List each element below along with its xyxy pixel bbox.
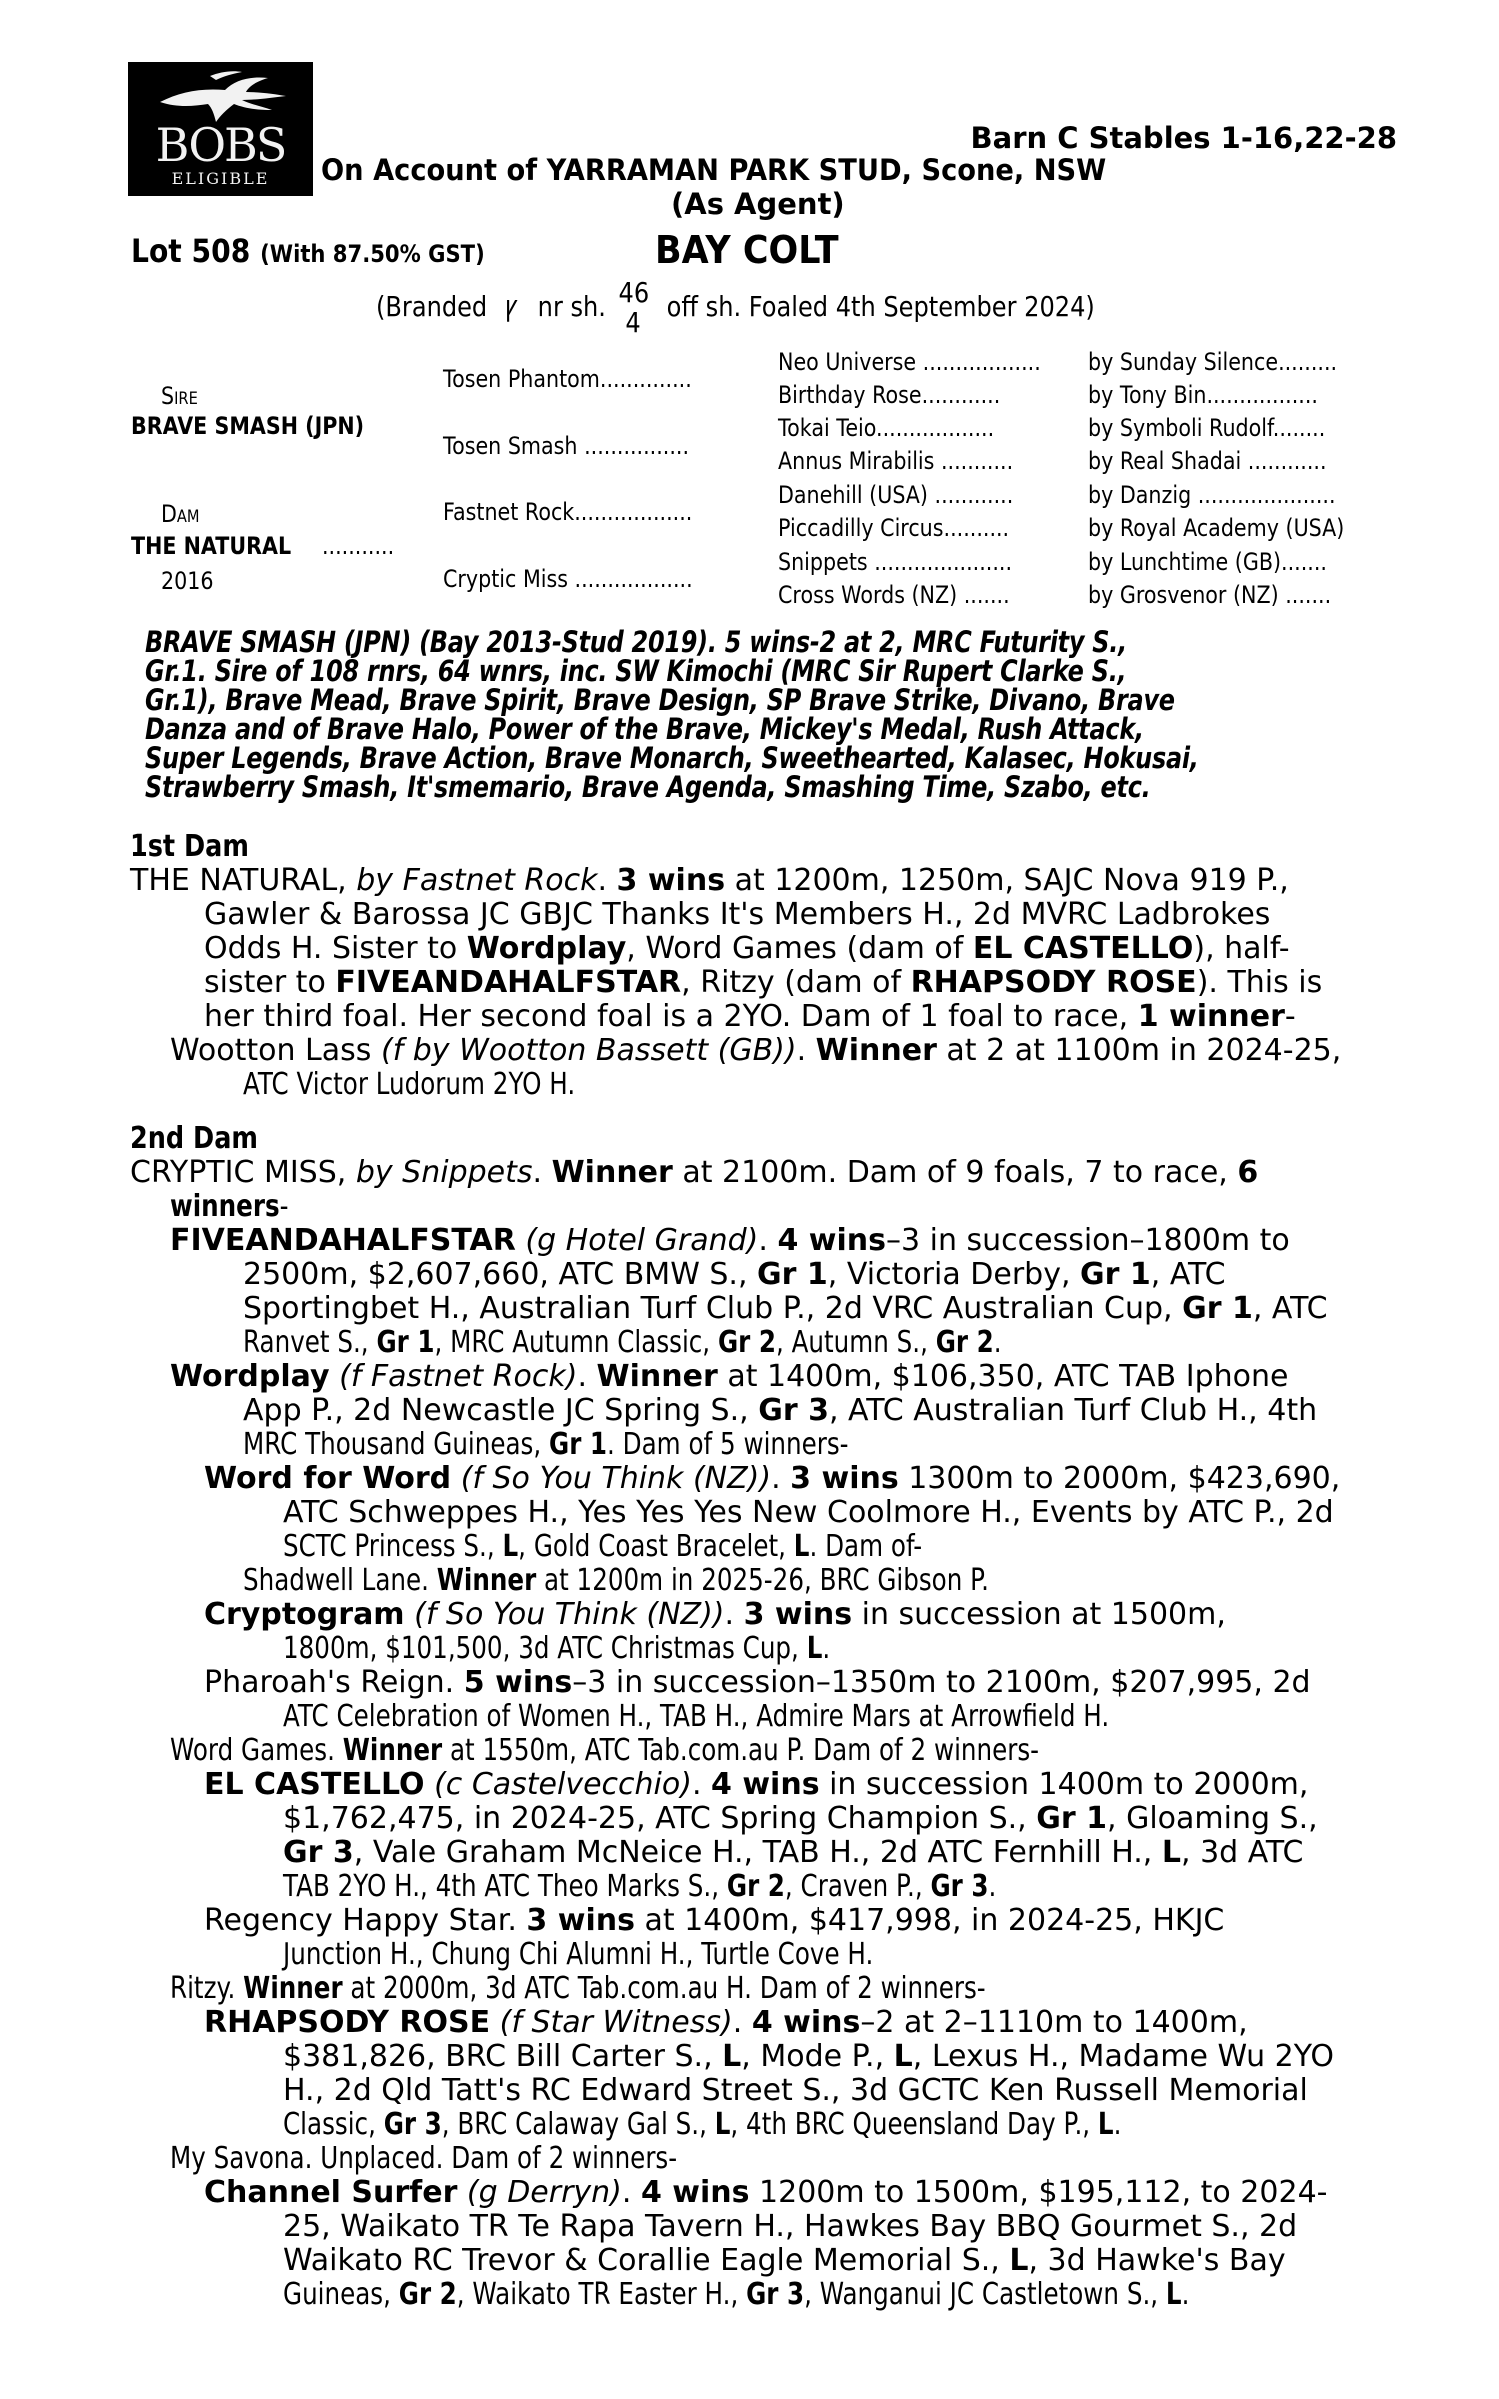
first-dam-line <box>204 966 1322 1000</box>
bold-text: Gr 3 <box>283 1835 354 1870</box>
ggp-name-2: Birthday Rose............ <box>778 381 1001 409</box>
bold-text: Gr 1 <box>1182 1291 1253 1326</box>
text-segment: in succession 1400m to 2000m, <box>819 1767 1309 1802</box>
text-segment: . <box>988 1869 997 1904</box>
horse-head-icon <box>150 70 290 125</box>
first-dam-line <box>170 1034 1341 1068</box>
text-segment: . Dam of- <box>809 1529 923 1564</box>
text-segment: –3 in succession–1800m to <box>885 1223 1290 1258</box>
second-dam-line <box>283 2278 1189 2312</box>
second-dam-line <box>170 1224 1290 1258</box>
second-dam-line <box>283 1802 1318 1836</box>
second-dam-line <box>204 1768 1308 1802</box>
text-segment <box>490 2005 500 2040</box>
first-dam-line <box>204 932 1290 966</box>
text-segment <box>330 1359 340 1394</box>
ggp-sire-5: by Danzig ..................... <box>1088 481 1336 509</box>
dam-year: 2016 <box>161 567 214 595</box>
bold-text: L <box>1165 2277 1182 2312</box>
text-segment: , Word Games (dam of <box>626 931 973 966</box>
text-segment: at 2000m, 3d ATC Tab.com.au H. Dam of 2 winners- <box>342 1971 986 2006</box>
bobs-eligible-logo <box>128 62 313 196</box>
text-segment: , Gloaming S., <box>1107 1801 1318 1836</box>
text-segment <box>457 2175 467 2210</box>
bold-text: Winner <box>815 1033 937 1068</box>
text-segment: , Lexus H., Madame Wu 2YO <box>912 2039 1334 2074</box>
text-segment: , 4th BRC Queensland Day P., <box>730 2107 1098 2142</box>
text-segment: Guineas, <box>283 2277 399 2312</box>
first-dam-line <box>204 898 1270 932</box>
second-dam-line <box>283 1496 1334 1530</box>
bold-text: 3 wins <box>526 1903 635 1938</box>
text-segment: TAB 2YO H., 4th ATC Theo Marks S., <box>283 1869 727 1904</box>
text-segment: . Dam of 5 winners- <box>607 1427 849 1462</box>
second-dam-line <box>243 1564 989 1598</box>
grandsire-dam: Fastnet Rock.................. <box>443 498 693 526</box>
ggp-name-8: Cross Words (NZ) ....... <box>778 581 1010 609</box>
text-segment: . <box>993 1325 1002 1360</box>
bold-text: Gr 2 <box>726 1869 785 1904</box>
ggp-name-3: Tokai Teio.................. <box>778 414 995 442</box>
text-segment: ATC Victor Ludorum 2YO H. <box>243 1067 576 1102</box>
second-dam-line <box>283 2040 1334 2074</box>
text-segment: at 1400m, $106,350, ATC TAB Iphone <box>717 1359 1289 1394</box>
bold-text: Word for Word <box>204 1461 452 1496</box>
text-segment: ATC Celebration of Women H., TAB H., Admire Mars at Arrowfield H. <box>283 1699 1110 1734</box>
gst-note: (With 87.50% GST) <box>260 240 485 268</box>
text-segment: , ATC Australian Turf Club H., 4th <box>828 1393 1318 1428</box>
text-segment: , ATC <box>1150 1257 1226 1292</box>
italic-text: by Snippets <box>355 1155 533 1190</box>
text-segment: –3 in succession–1350m to 2100m, $207,995, 2d <box>572 1665 1311 1700</box>
first-dam-line <box>204 1000 1296 1034</box>
italic-text: (f So You Think (NZ)) <box>460 1461 772 1496</box>
bold-text: Gr 3 <box>930 1869 989 1904</box>
brand-number-top: 46 <box>618 276 650 309</box>
sire-summary-line: Strawberry Smash, It'smemario, Brave Agenda, Smashing Time, Szabo, etc. <box>145 770 1151 804</box>
sire-label: Sire <box>161 382 198 410</box>
second-dam-line <box>204 2006 1248 2040</box>
bold-text: FIVEANDAHALFSTAR <box>335 965 682 1000</box>
sire-summary-line: BRAVE SMASH (JPN) (Bay 2013-Stud 2019). 5 wins-2 at 2, MRC Futurity S., <box>145 625 1127 659</box>
ggp-sire-4: by Real Shadai ............ <box>1088 447 1327 475</box>
text-segment: at 1550m, ATC Tab.com.au P. Dam of 2 winners- <box>442 1733 1040 1768</box>
first-dam-line <box>243 1068 575 1102</box>
sire-summary-line: Gr.1), Brave Mead, Brave Spirit, Brave Design, SP Brave Strike, Divano, Brave <box>145 683 1175 717</box>
text-segment: , 3d Hawke's Bay <box>1028 2243 1286 2278</box>
text-segment: SCTC Princess S., <box>283 1529 503 1564</box>
second-dam-line <box>283 1938 873 1972</box>
second-dam-line <box>204 1904 1224 1938</box>
text-segment: her third foal. Her second foal is a 2YO. Dam of 1 foal to race, <box>204 999 1138 1034</box>
sire-summary-line: Gr.1. Sire of 108 rnrs, 64 wnrs, inc. SW Kimochi (MRC Sir Rupert Clarke S., <box>145 654 1127 688</box>
text-segment: Regency Happy Star. <box>204 1903 527 1938</box>
bold-text: 5 wins <box>463 1665 573 1700</box>
second-dam-line <box>204 1666 1311 1700</box>
second-dam-line <box>204 2176 1327 2210</box>
text-segment: , Victoria Derby, <box>827 1257 1081 1292</box>
text-segment: . <box>532 1155 552 1190</box>
agent-line: (As Agent) <box>671 187 845 221</box>
dam-name-row <box>131 530 317 562</box>
bold-text: Winner <box>551 1155 673 1190</box>
bold-text: 4 wins <box>751 2005 861 2040</box>
second-dam-line <box>204 1462 1340 1496</box>
bold-text: Winner <box>596 1359 718 1394</box>
ggp-name-6: Piccadilly Circus.......... <box>778 514 1010 542</box>
text-segment: , MRC Autumn Classic, <box>434 1325 718 1360</box>
text-segment: Gawler & Barossa JC GBJC Thanks It's Members H., 2d MVRC Ladbrokes <box>204 897 1271 932</box>
text-segment: - <box>1284 999 1296 1034</box>
second-dam-line <box>283 2108 1121 2142</box>
text-segment: 2500m, $2,607,660, ATC BMW S., <box>243 1257 758 1292</box>
bold-text: L <box>502 1529 519 1564</box>
bold-text: L <box>793 1529 810 1564</box>
second-dam-line <box>243 1258 1226 1292</box>
ggp-name-5: Danehill (USA) ............ <box>778 481 1014 509</box>
text-segment: 1300m to 2000m, $423,690, <box>898 1461 1341 1496</box>
text-segment: Pharoah's Reign. <box>204 1665 464 1700</box>
second-dam-line <box>283 2074 1308 2108</box>
sire-summary-line: Super Legends, Brave Action, Brave Monarch, Sweethearted, Kalasec, Hokusai, <box>145 741 1199 775</box>
bold-text: Wordplay <box>170 1359 330 1394</box>
text-segment <box>425 1767 435 1802</box>
second-dam-heading: 2nd Dam <box>130 1121 258 1156</box>
text-segment: , Wanganui JC Castletown S., <box>804 2277 1166 2312</box>
italic-text: (f Star Witness) <box>499 2005 733 2040</box>
text-segment: . <box>771 1461 791 1496</box>
brand-number-bottom: 4 <box>625 306 641 339</box>
text-segment: Ranvet S., <box>243 1325 377 1360</box>
text-segment: , 3d ATC <box>1181 1835 1304 1870</box>
text-segment: , Craven P., <box>784 1869 931 1904</box>
bold-text: L <box>1097 2107 1114 2142</box>
brand-suffix-foaled: off sh. Foaled 4th September 2024) <box>666 290 1095 323</box>
text-segment <box>405 1597 415 1632</box>
text-segment: in succession at 1500m, <box>852 1597 1226 1632</box>
text-segment: Classic, <box>283 2107 384 2142</box>
bold-text: 6 <box>1237 1155 1259 1190</box>
second-dam-line <box>170 1734 1039 1768</box>
second-dam-line <box>170 2142 677 2176</box>
bold-text: 3 wins <box>743 1597 853 1632</box>
text-segment: , Vale Graham McNeice H., TAB H., 2d ATC Fernhill H., <box>353 1835 1162 1870</box>
sire-name: BRAVE SMASH (JPN) <box>131 412 365 440</box>
bold-text: Wordplay <box>466 931 627 966</box>
sire-summary <box>145 625 1407 804</box>
text-segment: Waikato RC Trevor & Corallie Eagle Memorial S., <box>283 2243 1010 2278</box>
text-segment: , Autumn S., <box>775 1325 936 1360</box>
text-segment: Shadwell Lane. <box>243 1563 437 1598</box>
second-dam-line <box>243 1326 1002 1360</box>
dam-label: Dam <box>161 500 200 528</box>
text-segment: ATC Schweppes H., Yes Yes Yes New Coolmore H., Events by ATC P., 2d <box>283 1495 1334 1530</box>
bold-text: Gr 1 <box>1036 1801 1107 1836</box>
bold-text: Gr 3 <box>758 1393 829 1428</box>
second-dam-line <box>283 1836 1303 1870</box>
text-segment: . <box>597 863 617 898</box>
text-segment: App P., 2d Newcastle JC Spring S., <box>243 1393 759 1428</box>
text-segment: ), half- <box>1193 931 1290 966</box>
text-segment: . <box>621 2175 641 2210</box>
second-dam-line <box>170 1190 289 1224</box>
italic-text: (f So You Think (NZ)) <box>414 1597 725 1632</box>
bold-text: RHAPSODY ROSE <box>204 2005 491 2040</box>
text-segment: –2 at 2–1110m to 1400m, <box>860 2005 1248 2040</box>
second-dam-line <box>170 1972 986 2006</box>
bold-text: EL CASTELLO <box>204 1767 425 1802</box>
bold-text: Gr 2 <box>717 1325 776 1360</box>
lot-label: Lot 508 <box>131 232 251 270</box>
ggp-sire-3: by Symboli Rudolf........ <box>1088 414 1326 442</box>
text-segment: at 1400m, $417,998, in 2024-25, HKJC <box>634 1903 1225 1938</box>
text-segment: 25, Waikato TR Te Rapa Tavern H., Hawkes Bay BBQ Gourmet S., 2d <box>283 2209 1298 2244</box>
dam-name: THE NATURAL <box>131 532 292 560</box>
ggp-sire-1: by Sunday Silence......... <box>1088 348 1338 376</box>
text-segment: . <box>758 1223 778 1258</box>
text-segment: Junction H., Chung Chi Alumni H., Turtle Cove H. <box>283 1937 874 1972</box>
second-dam-line <box>243 1292 1328 1326</box>
bold-text: Gr 1 <box>1080 1257 1151 1292</box>
italic-text: (f Fastnet Rock) <box>339 1359 578 1394</box>
sire-summary-line: Danza and of Brave Halo, Power of the Brave, Mickey's Medal, Rush Attack, <box>145 712 1144 746</box>
logo-bobs-text: BOBS <box>155 118 286 172</box>
text-segment: . <box>796 1033 816 1068</box>
second-dam-line <box>204 1598 1226 1632</box>
italic-text: (f by Wootton Bassett (GB)) <box>380 1033 797 1068</box>
text-segment: . <box>1181 2277 1190 2312</box>
bold-text: Winner <box>436 1563 537 1598</box>
bold-text: Gr 3 <box>383 2107 442 2142</box>
brand-mark-icon: ꝩ <box>505 289 518 322</box>
bold-text: Gr 1 <box>376 1325 435 1360</box>
text-segment: 1200m to 1500m, $195,112, to 2024- <box>749 2175 1328 2210</box>
ggp-name-7: Snippets ..................... <box>778 548 1013 576</box>
text-segment: . <box>724 1597 744 1632</box>
text-segment: at 2100m. Dam of 9 foals, 7 to race, <box>672 1155 1238 1190</box>
dam-dots: ........... <box>322 532 395 560</box>
bold-text: L <box>1161 1835 1181 1870</box>
second-dam-line <box>170 1360 1288 1394</box>
italic-text: (g Hotel Grand) <box>525 1223 759 1258</box>
horse-description-title: BAY COLT <box>655 228 839 272</box>
italic-text: (g Derryn) <box>466 2175 622 2210</box>
text-segment: ). This is <box>1196 965 1323 1000</box>
granddam-dam: Cryptic Miss .................. <box>443 565 693 593</box>
second-dam-line <box>243 1428 849 1462</box>
bold-text: L <box>893 2039 913 2074</box>
text-segment: , BRC Calaway Gal S., <box>441 2107 715 2142</box>
second-dam-line <box>283 1700 1109 1734</box>
text-segment: at 1200m in 2025-26, BRC Gibson P. <box>536 1563 989 1598</box>
bold-text: 4 wins <box>711 1767 820 1802</box>
ggp-name-4: Annus Mirabilis ........... <box>778 447 1014 475</box>
text-segment: , Ritzy (dam of <box>681 965 911 1000</box>
second-dam-line <box>130 1156 1258 1190</box>
text-segment <box>451 1461 461 1496</box>
bold-text: Cryptogram <box>204 1597 405 1632</box>
bold-text: FIVEANDAHALFSTAR <box>170 1223 516 1258</box>
text-segment: My Savona. Unplaced. Dam of 2 winners- <box>170 2141 678 2176</box>
ggp-sire-6: by Royal Academy (USA) <box>1088 514 1345 542</box>
italic-text: by Fastnet Rock <box>356 863 598 898</box>
granddam-sire: Tosen Smash ................ <box>443 432 690 460</box>
bold-text: Gr 2 <box>935 1325 994 1360</box>
text-segment: . <box>1113 2107 1122 2142</box>
first-dam-line <box>130 864 1289 898</box>
bold-text: Gr 1 <box>757 1257 828 1292</box>
bold-text: 4 wins <box>777 1223 886 1258</box>
bold-text: RHAPSODY ROSE <box>910 965 1197 1000</box>
text-segment: H., 2d Qld Tatt's RC Edward Street S., 3d GCTC Ken Russell Memorial <box>283 2073 1308 2108</box>
text-segment: , Waikato TR Easter H., <box>456 2277 747 2312</box>
bold-text: Channel Surfer <box>204 2175 458 2210</box>
bold-text: L <box>806 1631 823 1666</box>
barn-location: Barn C Stables 1-16,22-28 <box>970 121 1397 155</box>
first-dam-heading: 1st Dam <box>130 829 249 864</box>
text-segment: 1800m, $101,500, 3d ATC Christmas Cup, <box>283 1631 807 1666</box>
bold-text: 1 winner <box>1137 999 1285 1034</box>
second-dam-line <box>283 2210 1297 2244</box>
bold-text: 3 wins <box>616 863 726 898</box>
brand-prefix: (Branded <box>376 290 488 323</box>
bold-text: L <box>1009 2243 1029 2278</box>
bold-text: L <box>722 2039 742 2074</box>
ggp-sire-2: by Tony Bin................. <box>1088 381 1318 409</box>
text-segment: Odds H. Sister to <box>204 931 467 966</box>
second-dam-line <box>243 1394 1317 1428</box>
italic-text: (c Castelvecchio) <box>434 1767 692 1802</box>
text-segment: - <box>279 1189 289 1224</box>
text-segment: , ATC <box>1252 1291 1328 1326</box>
text-segment: sister to <box>204 965 336 1000</box>
text-segment: . <box>732 2005 752 2040</box>
text-segment: . <box>822 1631 831 1666</box>
text-segment: $1,762,475, in 2024-25, ATC Spring Champion S., <box>283 1801 1037 1836</box>
second-dam-line <box>283 2244 1286 2278</box>
text-segment: , Gold Coast Bracelet, <box>518 1529 794 1564</box>
bold-text: EL CASTELLO <box>972 931 1194 966</box>
bold-text: Gr 2 <box>398 2277 457 2312</box>
text-segment <box>516 1223 526 1258</box>
text-segment: . <box>577 1359 597 1394</box>
bold-text: 4 wins <box>640 2175 750 2210</box>
grandsire-sire: Tosen Phantom.............. <box>443 365 692 393</box>
bold-text: 3 wins <box>790 1461 899 1496</box>
ggp-sire-7: by Lunchtime (GB)....... <box>1088 548 1327 576</box>
bold-text: Gr 1 <box>549 1427 608 1462</box>
text-segment: THE NATURAL, <box>130 863 357 898</box>
text-segment: at 1200m, 1250m, SAJC Nova 919 P., <box>725 863 1289 898</box>
bold-text: L <box>714 2107 731 2142</box>
text-segment: Wootton Lass <box>170 1033 381 1068</box>
second-dam-line <box>283 1530 922 1564</box>
lot-number <box>131 231 485 274</box>
vendor-line: On Account of YARRAMAN PARK STUD, Scone, NSW <box>321 153 1107 187</box>
text-segment: $381,826, BRC Bill Carter S., <box>283 2039 723 2074</box>
bold-text: Winner <box>243 1971 343 2006</box>
bold-text: winners <box>170 1189 280 1224</box>
second-dam-line <box>283 1870 996 1904</box>
text-segment: , Mode P., <box>741 2039 894 2074</box>
text-segment: CRYPTIC MISS, <box>130 1155 356 1190</box>
text-segment: Word Games. <box>170 1733 343 1768</box>
bold-text: Gr 3 <box>746 2277 805 2312</box>
second-dam-line <box>283 1632 830 1666</box>
ggp-sire-8: by Grosvenor (NZ) ....... <box>1088 581 1332 609</box>
logo-eligible-text: ELIGIBLE <box>171 169 270 188</box>
bold-text: Winner <box>342 1733 443 1768</box>
brand-nr-sh: nr sh. <box>537 290 606 323</box>
ggp-name-1: Neo Universe .................. <box>778 348 1041 376</box>
text-segment: MRC Thousand Guineas, <box>243 1427 550 1462</box>
text-segment: at 2 at 1100m in 2024-25, <box>936 1033 1342 1068</box>
text-segment: . <box>691 1767 712 1802</box>
text-segment: Ritzy. <box>170 1971 244 2006</box>
text-segment: Sportingbet H., Australian Turf Club P., 2d VRC Australian Cup, <box>243 1291 1183 1326</box>
